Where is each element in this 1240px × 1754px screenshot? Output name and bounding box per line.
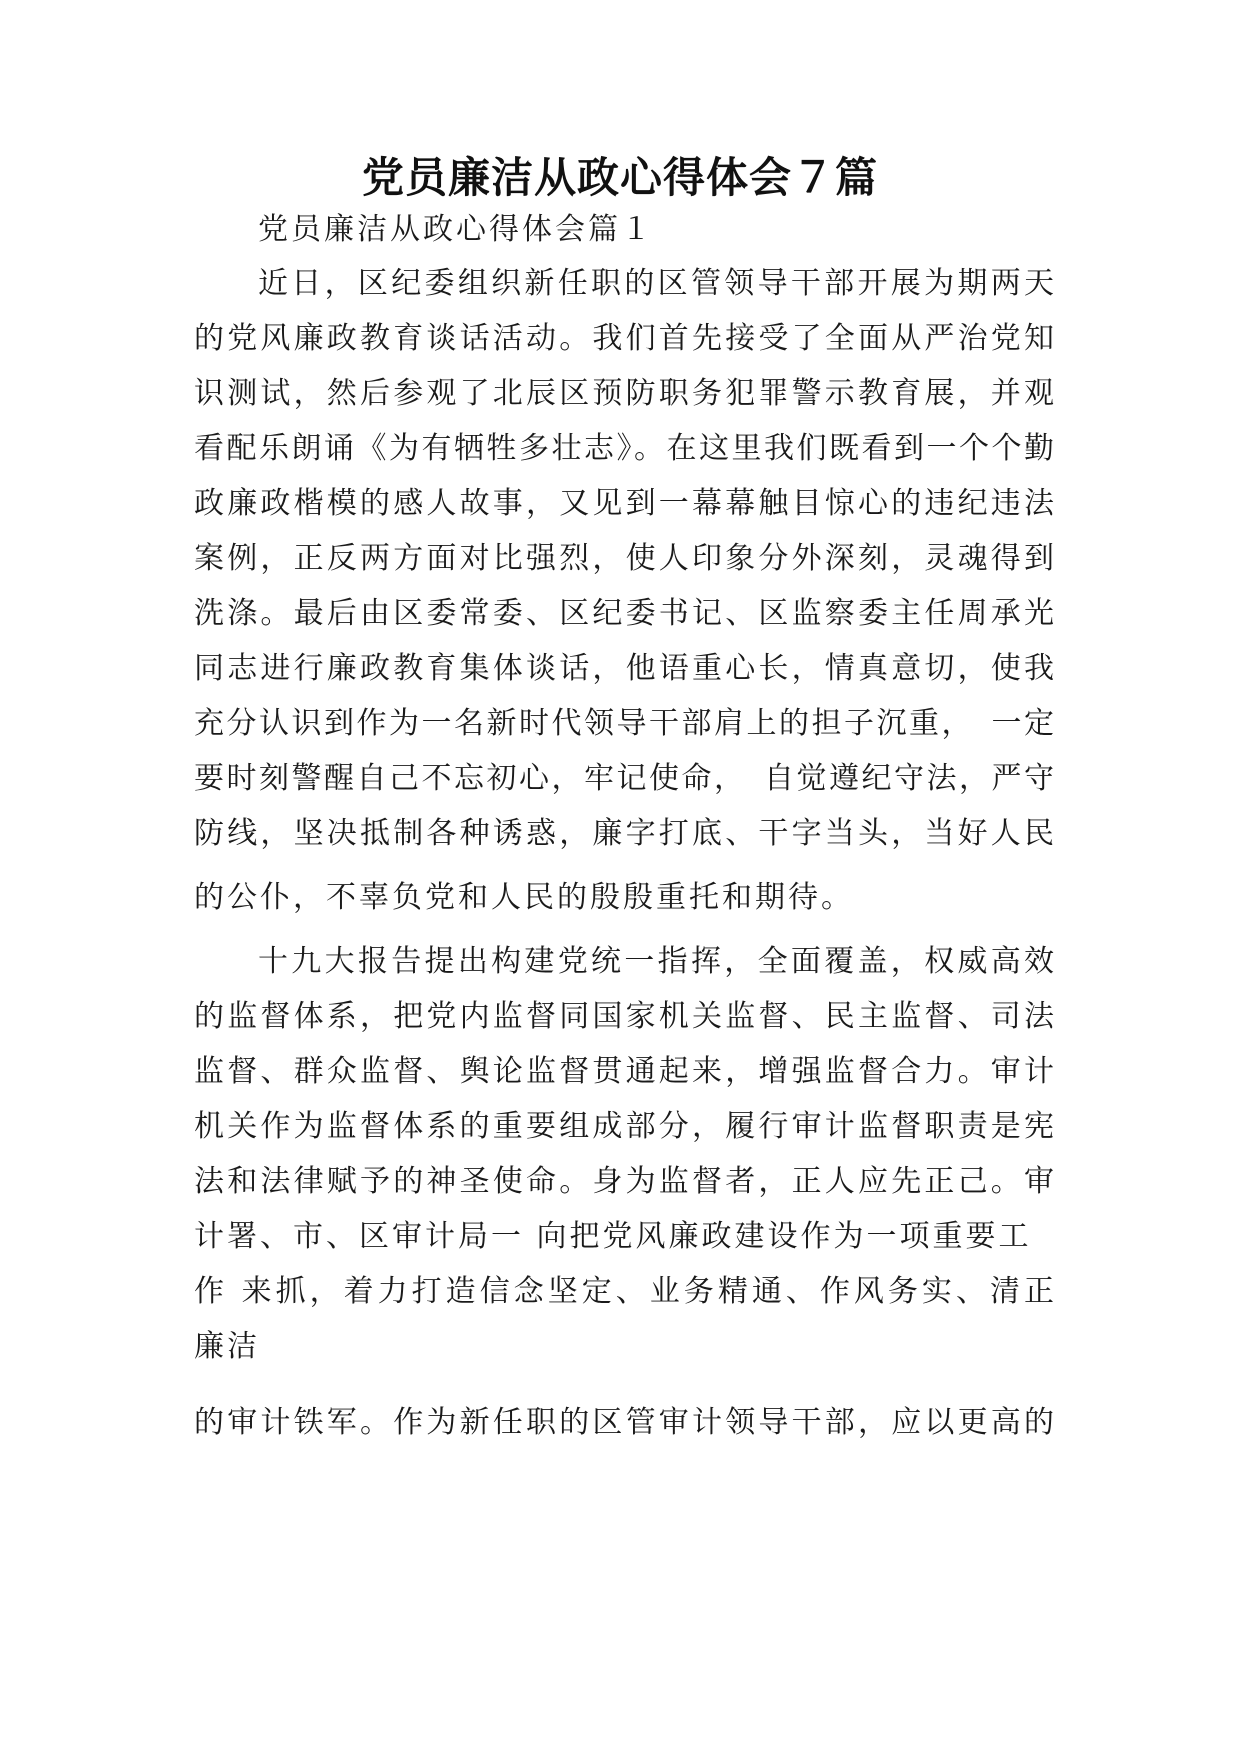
paragraph-line: 的审计铁军。作为新任职的区管审计领导干部，应以更高的 — [194, 1405, 1054, 1440]
paragraph-line: 机关作为监督体系的重要组成部分，履行审计监督职责是宪 — [194, 1109, 1054, 1144]
paragraph-line: 作 来抓，着力打造信念坚定、业务精通、作风务实、清正 — [194, 1274, 1054, 1309]
paragraph-line: 十九大报告提出构建党统一指挥，全面覆盖，权威高效 — [258, 944, 1054, 979]
paragraph-line: 识测试，然后参观了北辰区预防职务犯罪警示教育展，并观 — [194, 376, 1054, 411]
paragraph-line: 充分认识到作为一名新时代领导干部肩上的担子沉重， 一定 — [194, 706, 1054, 741]
paragraph-line: 政廉政楷模的感人故事，又见到一幕幕触目惊心的违纪违法 — [194, 486, 1054, 521]
paragraph-line: 防线，坚决抵制各种诱惑，廉字打底、干字当头，当好人民 — [194, 816, 1054, 851]
paragraph-line: 的监督体系，把党内监督同国家机关监督、民主监督、司法 — [194, 999, 1054, 1034]
paragraph-line: 廉洁 — [194, 1329, 260, 1364]
section-heading: 党员廉洁从政心得体会篇１ — [258, 212, 654, 247]
paragraph-line: 的公仆，不辜负党和人民的殷殷重托和期待。 — [194, 880, 854, 915]
paragraph-line: 计署、市、区审计局一 向把党风廉政建设作为一项重要工 — [194, 1219, 1032, 1254]
paragraph-line: 洗涤。最后由区委常委、区纪委书记、区监察委主任周承光 — [194, 596, 1054, 631]
paragraph-line: 近日，区纪委组织新任职的区管领导干部开展为期两天 — [258, 266, 1054, 301]
paragraph-line: 法和法律赋予的神圣使命。身为监督者，正人应先正己。审 — [194, 1164, 1054, 1199]
document-title: 党员廉洁从政心得体会７篇 — [361, 153, 878, 202]
paragraph-line: 看配乐朗诵《为有牺牲多壮志》。在这里我们既看到一个个勤 — [194, 431, 1054, 466]
paragraph-line: 要时刻警醒自己不忘初心，牢记使命， 自觉遵纪守法，严守 — [194, 761, 1054, 796]
paragraph-line: 监督、群众监督、舆论监督贯通起来，增强监督合力。审计 — [194, 1054, 1054, 1089]
paragraph-line: 的党风廉政教育谈话活动。我们首先接受了全面从严治党知 — [194, 321, 1054, 356]
paragraph-line: 同志进行廉政教育集体谈话，他语重心长，情真意切，使我 — [194, 651, 1054, 686]
paragraph-line: 案例，正反两方面对比强烈，使人印象分外深刻，灵魂得到 — [194, 541, 1054, 576]
